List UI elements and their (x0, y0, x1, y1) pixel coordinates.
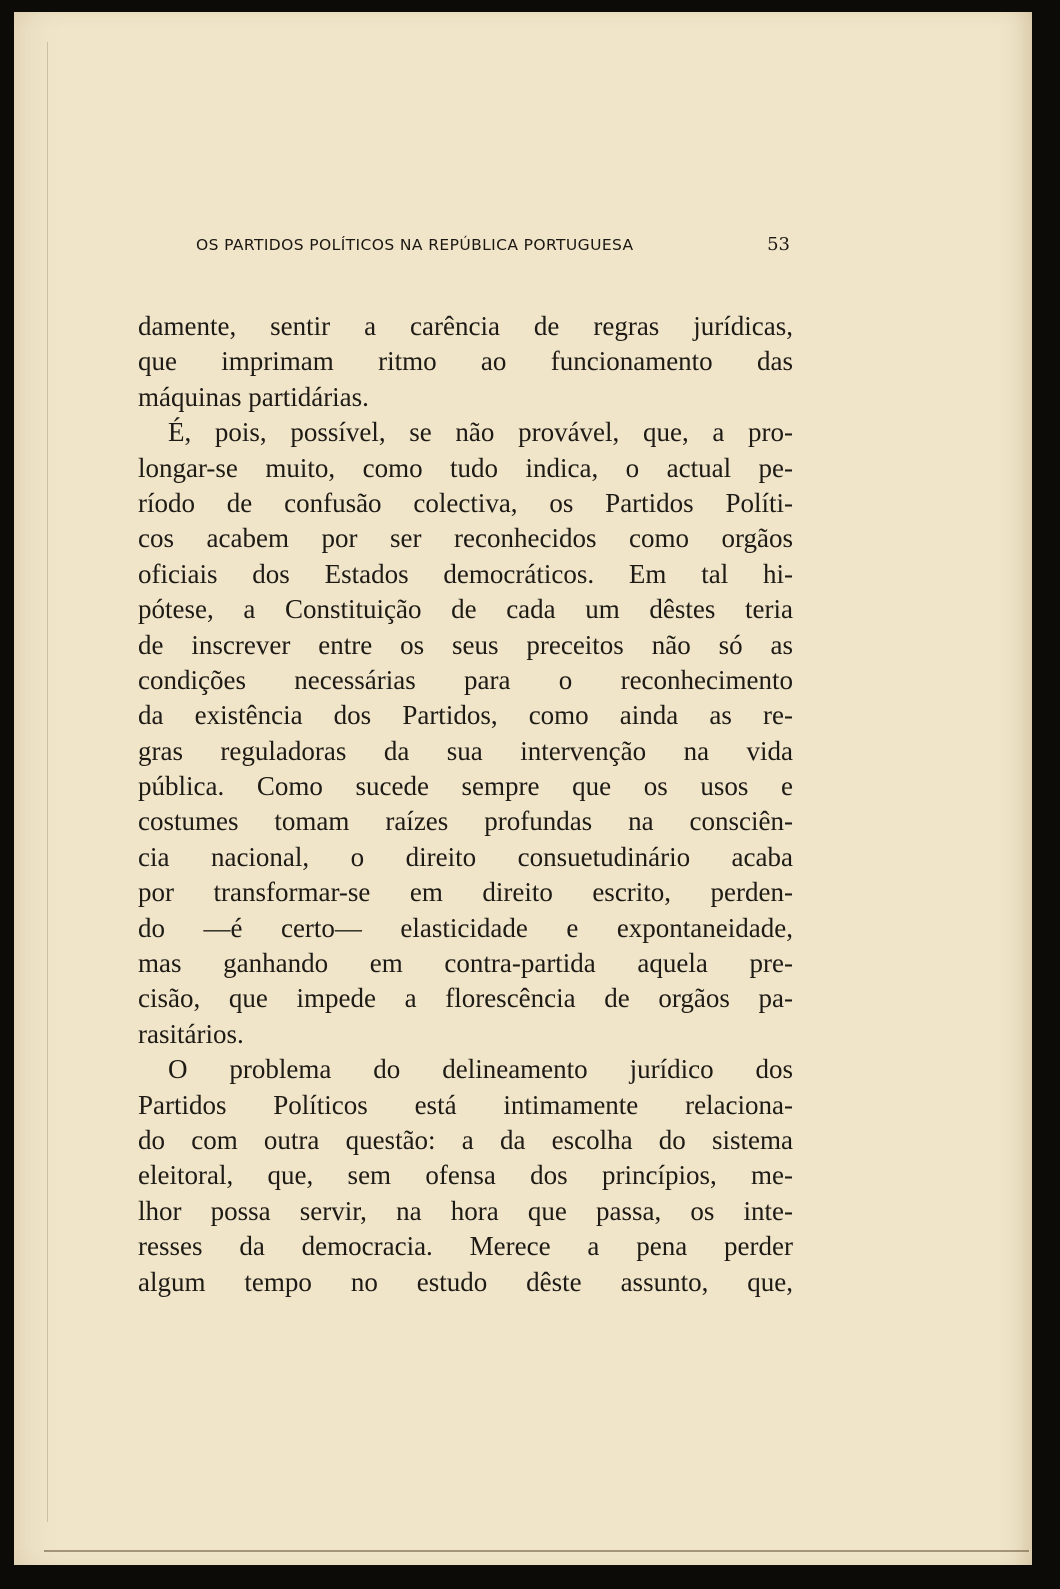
text-line: que imprimam ritmo ao funcionamento das (138, 346, 793, 377)
text-line: eleitoral, que, sem ofensa dos princípios, me- (138, 1160, 793, 1191)
text-line: de inscrever entre os seus preceitos não só as (138, 629, 793, 660)
text-line: O problema do delineamento jurídico dos (168, 1054, 793, 1085)
text-line: damente, sentir a carência de regras jurídicas, (138, 311, 793, 341)
text-line: da existência dos Partidos, como ainda as re- (138, 700, 793, 731)
page-bottom-edge (44, 1550, 1029, 1552)
text-line: costumes tomam raízes profundas na consciên- (138, 806, 793, 837)
running-head-title: OS PARTIDOS POLÍTICOS NA REPÚBLICA PORTUGUESA (196, 236, 634, 254)
text-line: cos acabem por ser reconhecidos como orgãos (138, 523, 793, 554)
page-gutter-line (47, 42, 48, 1522)
text-line: algum tempo no estudo dêste assunto, que, (138, 1266, 793, 1297)
text-line: mas ganhando em contra-partida aquela pre- (138, 948, 793, 979)
text-line: resses da democracia. Merece a pena perder (138, 1231, 793, 1262)
text-line: do com outra questão: a da escolha do sistema (138, 1124, 793, 1155)
running-head (196, 234, 790, 260)
page-number: 53 (767, 234, 790, 255)
text-line: Partidos Políticos está intimamente relaciona- (138, 1089, 793, 1120)
text-line: longar-se muito, como tudo indica, o actual pe- (138, 452, 793, 483)
text-line: ríodo de confusão colectiva, os Partidos Políti- (138, 487, 793, 518)
text-line: máquinas partidárias. (138, 381, 369, 412)
book-page (14, 12, 1032, 1565)
body-text (138, 309, 793, 1300)
text-line: condições necessárias para o reconhecimento (138, 664, 793, 695)
text-line: oficiais dos Estados democráticos. Em tal hi- (138, 558, 793, 589)
text-line: lhor possa servir, na hora que passa, os inte- (138, 1195, 793, 1226)
text-line: pótese, a Constituição de cada um dêstes teria (138, 594, 793, 625)
text-line: É, pois, possível, se não provável, que, a pro- (168, 417, 793, 448)
text-line: rasitários. (138, 1018, 244, 1049)
text-line: cia nacional, o direito consuetudinário acaba (138, 841, 793, 872)
text-line: do —é certo— elasticidade e expontaneidade, (138, 912, 793, 943)
text-line: por transformar-se em direito escrito, perden- (138, 877, 793, 908)
text-line: gras reguladoras da sua intervenção na vida (138, 735, 793, 766)
text-line: cisão, que impede a florescência de orgãos pa- (138, 983, 793, 1014)
text-line: pública. Como sucede sempre que os usos e (138, 771, 793, 802)
